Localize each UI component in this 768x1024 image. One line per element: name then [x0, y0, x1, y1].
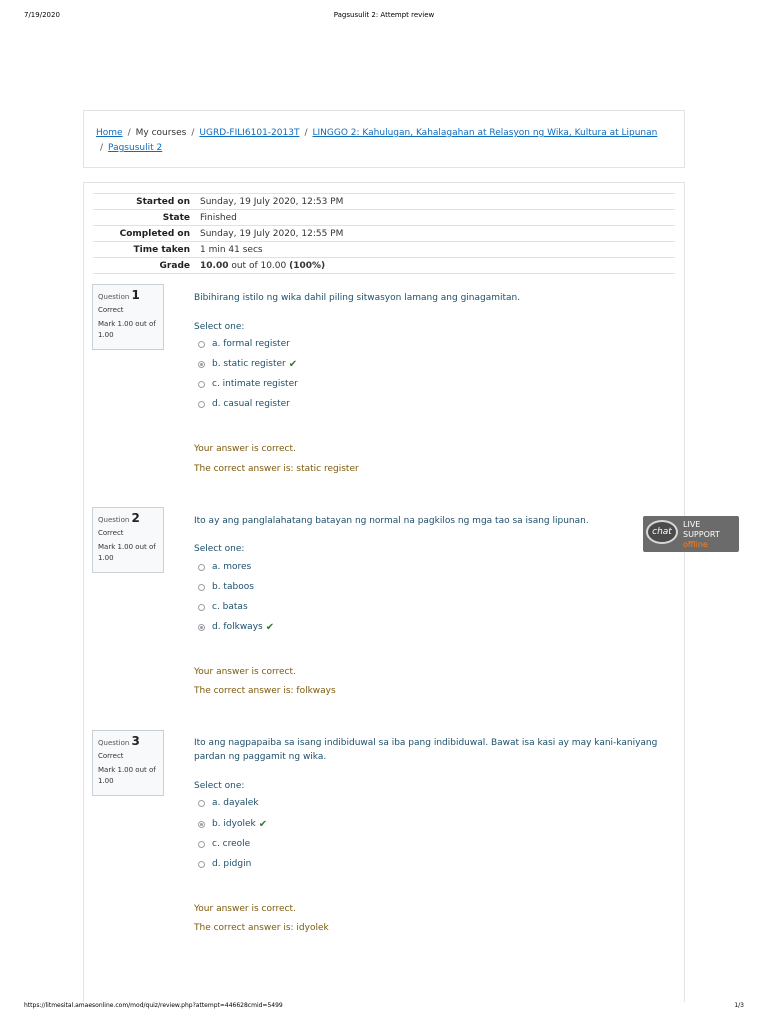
answer-feedback: Your answer is correct. [194, 667, 296, 677]
answer-feedback: Your answer is correct. [194, 444, 296, 454]
breadcrumb-course-link[interactable]: UGRD-FILI6101-2013T [199, 128, 300, 138]
grade-percent: (100%) [289, 260, 326, 271]
breadcrumb-section-link[interactable]: LINGGO 2: Kahulugan, Kahalagahan at Relasyon ng Wika, Kultura at Lipunan [312, 128, 658, 138]
answer-option-selected[interactable] [198, 818, 267, 830]
radio-button-selected[interactable] [198, 361, 205, 368]
summary-label: State [93, 210, 200, 226]
answer-option[interactable] [198, 601, 248, 613]
summary-row-grade [93, 258, 675, 274]
answer-option[interactable] [198, 838, 250, 850]
option-label: d. casual register [212, 399, 290, 409]
breadcrumb-separator: / [191, 128, 195, 138]
question-number: 1 [131, 288, 140, 302]
question-info-1 [92, 284, 164, 350]
answer-option-selected[interactable] [198, 621, 274, 633]
question-label: Question [98, 739, 130, 747]
radio-button-selected[interactable] [198, 624, 205, 631]
question-text-2: Ito ay ang panglalahatang batayan ng normal na pagkilos ng mga tao sa isang lipunan. [194, 516, 589, 526]
print-header [24, 11, 744, 23]
radio-button[interactable] [198, 584, 205, 591]
print-title: Pagsusulit 2: Attempt review [333, 11, 435, 19]
question-info-3 [92, 730, 164, 796]
summary-row-completed [93, 226, 675, 242]
question-info-2 [92, 507, 164, 573]
select-one-label: Select one: [194, 322, 245, 332]
grade-value [200, 258, 675, 274]
option-label: d. pidgin [212, 859, 252, 869]
radio-button[interactable] [198, 800, 205, 807]
answer-option-selected[interactable] [198, 358, 297, 370]
summary-row-state [93, 210, 675, 226]
print-url: https://litmesital.amaesonline.com/mod/quiz/review.php?attempt=446628cmid=5499 [24, 1002, 283, 1009]
grade-out-of: out of 10.00 [231, 260, 287, 271]
summary-value: Finished [200, 210, 675, 226]
option-label: b. static register [212, 359, 286, 369]
option-label: a. formal register [212, 339, 290, 349]
question-label: Question [98, 293, 130, 301]
answer-option[interactable] [198, 858, 251, 870]
correct-answer-text: The correct answer is: folkways [194, 686, 336, 696]
answer-option[interactable] [198, 338, 290, 350]
breadcrumb-quiz-link[interactable]: Pagsusulit 2 [108, 143, 163, 153]
breadcrumb-separator: / [100, 143, 104, 153]
breadcrumb-separator: / [127, 128, 131, 138]
option-label: c. batas [212, 602, 248, 612]
summary-label: Started on [93, 194, 200, 210]
radio-button[interactable] [198, 381, 205, 388]
summary-label: Time taken [93, 242, 200, 258]
breadcrumb-home-link[interactable]: Home [96, 128, 123, 138]
question-mark: Mark 1.00 out of 1.00 [98, 766, 156, 785]
grade-score: 10.00 [200, 260, 229, 271]
option-label: d. folkways [212, 622, 263, 632]
option-label: c. creole [212, 839, 251, 849]
question-text-3: Ito ang nagpapaiba sa isang indibiduwal sa iba pang indibiduwal. Bawat isa kasi ay may kani-kaniyang pardan ng paggamit ng wika. [194, 738, 658, 762]
correct-answer-text: The correct answer is: idyolek [194, 923, 329, 933]
summary-label: Completed on [93, 226, 200, 242]
question-number: 3 [131, 734, 140, 748]
chat-live-label: LIVE [683, 520, 701, 529]
answer-option[interactable] [198, 398, 290, 410]
chat-support-label: SUPPORT [683, 530, 720, 539]
question-mark: Mark 1.00 out of 1.00 [98, 543, 156, 562]
select-one-label: Select one: [194, 781, 245, 791]
live-support-chat-button[interactable] [643, 516, 739, 552]
radio-button[interactable] [198, 861, 205, 868]
radio-button[interactable] [198, 341, 205, 348]
option-label: a. dayalek [212, 798, 259, 808]
radio-button-selected[interactable] [198, 821, 205, 828]
check-icon: ✔ [288, 358, 298, 370]
option-label: c. intimate register [212, 379, 298, 389]
summary-row-started [93, 194, 675, 210]
option-label: b. idyolek [212, 819, 256, 829]
breadcrumb-separator: / [304, 128, 308, 138]
quiz-review-region [83, 182, 685, 1002]
summary-value: Sunday, 19 July 2020, 12:53 PM [200, 194, 675, 210]
breadcrumb [83, 110, 685, 168]
radio-button[interactable] [198, 564, 205, 571]
print-footer [24, 1002, 744, 1014]
question-text-1: Bibihirang istilo ng wika dahil piling sitwasyon lamang ang ginagamitan. [194, 293, 521, 303]
select-one-label: Select one: [194, 544, 245, 554]
correct-answer-text: The correct answer is: static register [194, 464, 359, 474]
question-status: Correct [98, 306, 124, 314]
answer-option[interactable] [198, 561, 251, 573]
summary-value: Sunday, 19 July 2020, 12:55 PM [200, 226, 675, 242]
answer-feedback: Your answer is correct. [194, 904, 296, 914]
check-icon: ✔ [265, 621, 275, 633]
question-number: 2 [131, 511, 140, 525]
answer-option[interactable] [198, 797, 259, 809]
print-page-number: 1/3 [734, 1002, 744, 1009]
print-date: 7/19/2020 [24, 11, 60, 19]
summary-value: 1 min 41 secs [200, 242, 675, 258]
attempt-summary-table [93, 193, 675, 274]
question-label: Question [98, 516, 130, 524]
radio-button[interactable] [198, 401, 205, 408]
summary-label: Grade [93, 258, 200, 274]
question-status: Correct [98, 752, 124, 760]
option-label: a. mores [212, 562, 252, 572]
breadcrumb-my-courses[interactable]: My courses [135, 128, 187, 138]
option-label: b. taboos [212, 582, 254, 592]
answer-option[interactable] [198, 581, 254, 593]
answer-option[interactable] [198, 378, 298, 390]
radio-button[interactable] [198, 841, 205, 848]
chat-bubble-icon: chat [646, 520, 678, 544]
radio-button[interactable] [198, 604, 205, 611]
check-icon: ✔ [258, 818, 268, 830]
chat-status-offline: offline [683, 540, 708, 549]
summary-row-time [93, 242, 675, 258]
question-mark: Mark 1.00 out of 1.00 [98, 320, 156, 339]
question-status: Correct [98, 529, 124, 537]
